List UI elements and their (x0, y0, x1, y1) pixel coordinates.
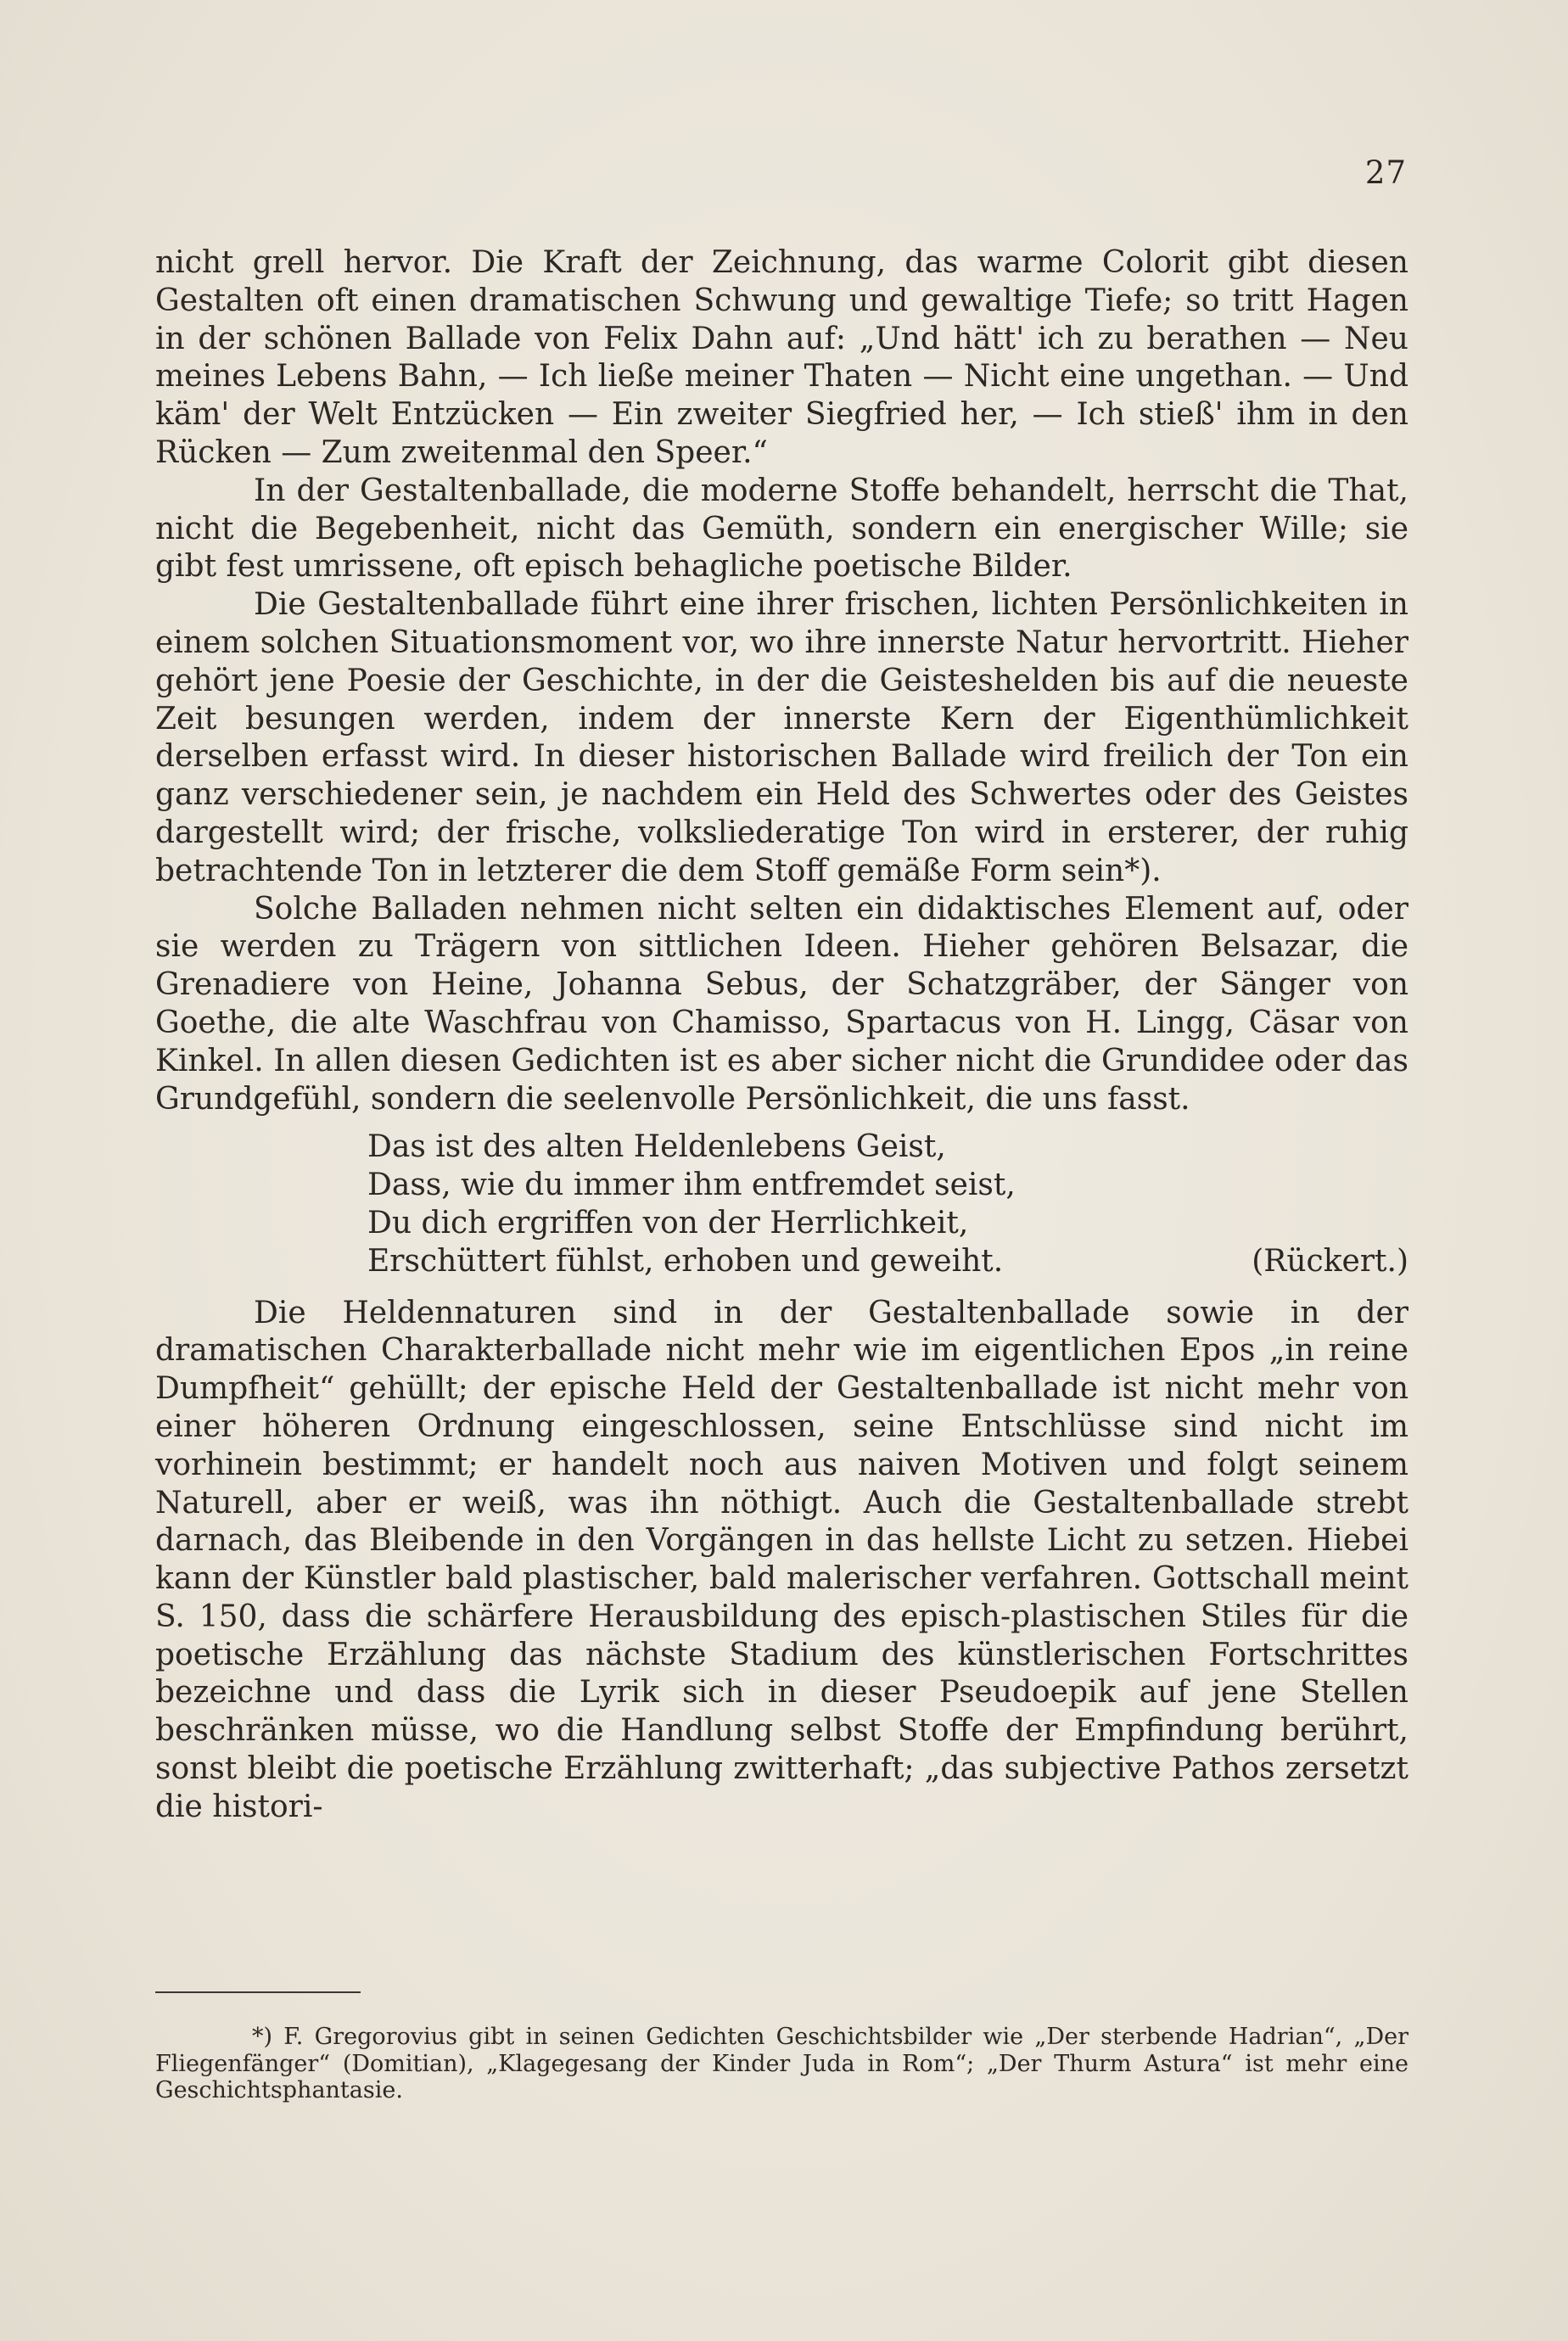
paragraph-4: Solche Balladen nehmen nicht selten ein didaktisches Element auf, oder sie werden zu Trägern von sittlichen Ideen. Hieher gehören Belsazar, die Grenadiere von Heine, Johanna Sebus, der Schatzgräber, der Sänger von Goethe, die alte Waschfrau von Chamisso, Spartacus von H. Lingg, Cäsar von Kinkel. In allen diesen Gedichten ist es aber sicher nicht die Grundidee oder das Grundgefühl, sondern die seelenvolle Persönlichkeit, die uns fasst. (155, 891, 1408, 1117)
paragraph-1: nicht grell hervor. Die Kraft der Zeichnung, das warme Colorit gibt diesen Gestalten oft einen dramatischen Schwung und gewaltige Tiefe; so tritt Hagen in der schönen Ballade von Felix Dahn auf: „Und hätt' ich zu berathen — Neu meines Lebens Bahn, — Ich ließe meiner Thaten — Nicht eine ungethan. — Und käm' der Welt Entzücken — Ein zweiter Siegfried her, — Ich stieß' ihm in den Rücken — Zum zweitenmal den Speer.“ (155, 245, 1408, 470)
main-text (155, 244, 1408, 1827)
paragraph-3: Die Gestaltenballade führt eine ihrer frischen, lichten Persönlichkeiten in einem solchen Situationsmoment vor, wo ihre innerste Natur hervortritt. Hieher gehört jene Poesie der Geschichte, in der die Geisteshelden bis auf die neueste Zeit besungen werden, indem der innerste Kern der Eigenthümlichkeit derselben erfasst wird. In dieser historischen Ballade wird freilich der Ton ein ganz verschiedener sein, je nachdem ein Held des Schwertes oder des Geistes dargestellt wird; der frische, volksliederatige Ton wird in ersterer, der ruhig betrachtende Ton in letzterer die dem Stoff gemäße Form sein*). (155, 587, 1408, 888)
poem-attribution: (Rückert.) (1252, 1243, 1408, 1279)
poem-line: Dass, wie du immer ihm entfremdet seist, (367, 1168, 1016, 1203)
footnote (155, 2024, 1408, 2104)
paragraph-5: Die Heldennaturen sind in der Gestaltenballade sowie in der dramatischen Charakterballade nicht mehr wie im eigentlichen Epos „in reine Dumpfheit“ gehüllt; der epische Held der Gestaltenballade ist nicht mehr von einer höheren Ordnung eingeschlossen, seine Entschlüsse sind nicht im vorhinein bestimmt; er handelt noch aus naiven Motiven und folgt seinem Naturell, aber er weiß, was ihn nöthigt. Auch die Gestaltenballade strebt darnach, das Bleibende in den Vorgängen in das hellste Licht zu setzen. Hiebei kann der Künstler bald plastischer, bald malerischer verfahren. Gottschall meint S. 150, dass die schärfere Herausbildung des episch-plastischen Stiles für die poetische Erzählung das nächste Stadium des künstlerischen Fortschrittes bezeichne und dass die Lyrik sich in dieser Pseudoepik auf jene Stellen beschränken müsse, wo die Handlung selbst Stoffe der Empfindung berührt, sonst bleibt die poetische Erzählung zwitterhaft; „das subjective Pathos zersetzt die histori- (155, 1295, 1408, 1824)
poem-line: Du dich ergriffen von der Herrlichkeit, (367, 1205, 969, 1241)
poem-quote (367, 1128, 1408, 1280)
footnote-text: *) F. Gregorovius gibt in seinen Gedichten Geschichtsbilder wie „Der sterbende Hadrian“, „Der Fliegenfänger“ (Domitian), „Klagegesang der Kinder Juda in Rom“; „Der Thurm Astura“ ist mehr eine Geschichtsphantasie. (155, 2024, 1408, 2103)
poem-line: Erschüttert fühlst, erhoben und geweiht. (367, 1243, 1004, 1279)
poem-line: Das ist des alten Heldenlebens Geist, (367, 1129, 946, 1165)
poem-last-row (367, 1243, 1408, 1281)
footnote-divider (155, 1991, 361, 1993)
page-number: 27 (1364, 154, 1407, 191)
paragraph-2: In der Gestaltenballade, die moderne Stoffe behandelt, herrscht die That, nicht die Begebenheit, nicht das Gemüth, sondern ein energischer Wille; sie gibt fest umrissene, oft episch behagliche poetische Bilder. (155, 473, 1408, 585)
